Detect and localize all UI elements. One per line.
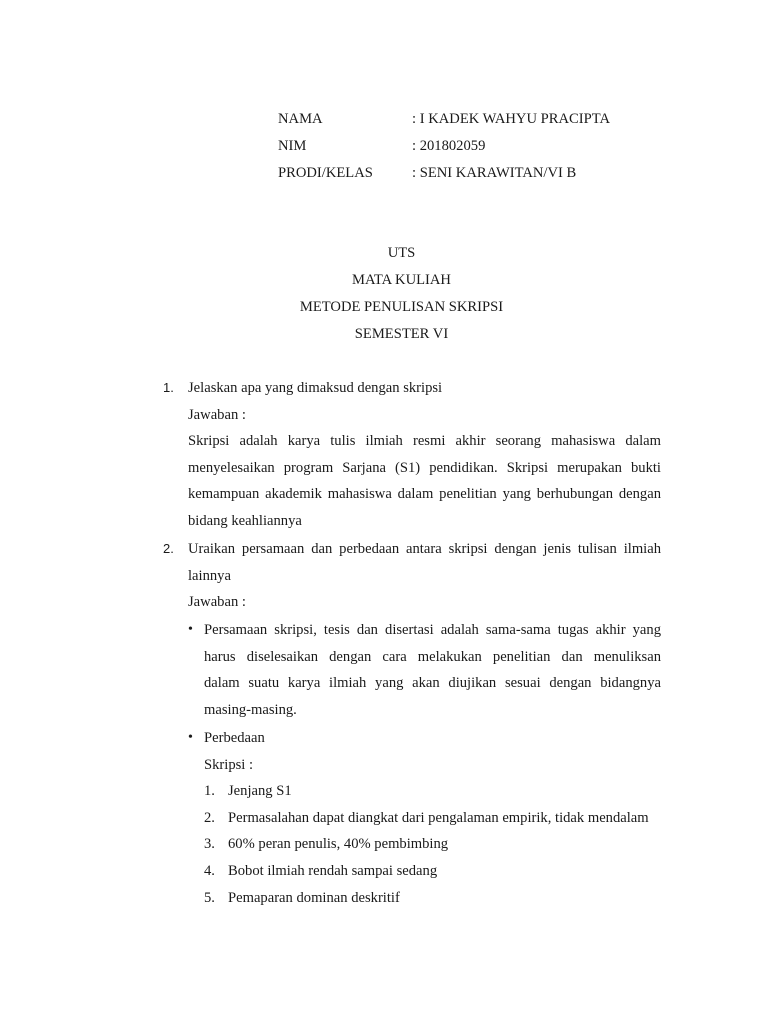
bullet-line: Persamaan skripsi, tesis dan disertasi adalah sama-sama tugas akhir yang (204, 622, 661, 638)
bullet-persamaan (204, 620, 661, 726)
identity-label: NIM (278, 138, 307, 154)
skripsi-label: Skripsi : (204, 756, 254, 773)
list-text: 60% peran penulis, 40% pembimbing (228, 836, 449, 852)
bullet-line: harus diselesaikan dengan cara melakukan penelitian dan menuliksan (204, 648, 661, 665)
identity-label: PRODI/KELAS (278, 165, 373, 181)
title-block (0, 243, 768, 351)
title-mata-kuliah: MATA KULIAH (352, 272, 451, 288)
list-number: 3. (204, 836, 215, 852)
question-text: lainnya (188, 567, 231, 584)
question-text: Jelaskan apa yang dimaksud dengan skripsi (188, 380, 443, 396)
answer-line: menyelesaikan program Sarjana (S1) pendidikan. Skripsi merupakan bukti (188, 459, 661, 476)
question-text: Uraikan persamaan dan perbedaan antara skripsi dengan jenis tulisan ilmiah (188, 541, 661, 557)
list-text: Jenjang S1 (228, 783, 292, 799)
bullet-line: dalam suatu karya ilmiah yang akan diujikan sesuai dengan bidangnya (204, 675, 661, 692)
question-number: 2. (163, 541, 174, 556)
answer-label: Jawaban : (188, 594, 246, 611)
question-1 (188, 378, 661, 538)
answer-line: bidang keahliannya (188, 512, 302, 529)
identity-value: : SENI KARAWITAN/VI B (412, 165, 577, 181)
bullet-title: Perbedaan (204, 730, 265, 746)
list-text: Pemaparan dominan deskritif (228, 890, 400, 906)
bullet-icon: • (188, 622, 193, 637)
bullet-line: masing-masing. (204, 701, 297, 718)
identity-value: : 201802059 (412, 138, 486, 154)
title-uts: UTS (387, 245, 416, 261)
list-number: 4. (204, 863, 215, 879)
question-2 (188, 539, 661, 619)
list-text: Permasalahan dapat diangkat dari pengalaman empirik, tidak mendalam (228, 810, 649, 826)
title-course-name: METODE PENULISAN SKRIPSI (299, 299, 504, 315)
title-semester: SEMESTER VI (354, 326, 449, 342)
list-text: Bobot ilmiah rendah sampai sedang (228, 863, 438, 879)
list-number: 1. (204, 783, 215, 799)
answer-line: kemampuan akademik mahasiswa dalam penelitian yang berhubungan dengan (188, 486, 661, 503)
answer-label: Jawaban : (188, 406, 246, 423)
identity-value: : I KADEK WAHYU PRACIPTA (412, 111, 611, 127)
bullet-perbedaan (204, 728, 661, 781)
answer-line: Skripsi adalah karya tulis ilmiah resmi akhir seorang mahasiswa dalam (188, 433, 661, 450)
list-number: 5. (204, 890, 215, 906)
list-number: 2. (204, 810, 215, 826)
bullet-icon: • (188, 730, 193, 745)
identity-label: NAMA (278, 111, 323, 127)
question-number: 1. (163, 380, 174, 395)
